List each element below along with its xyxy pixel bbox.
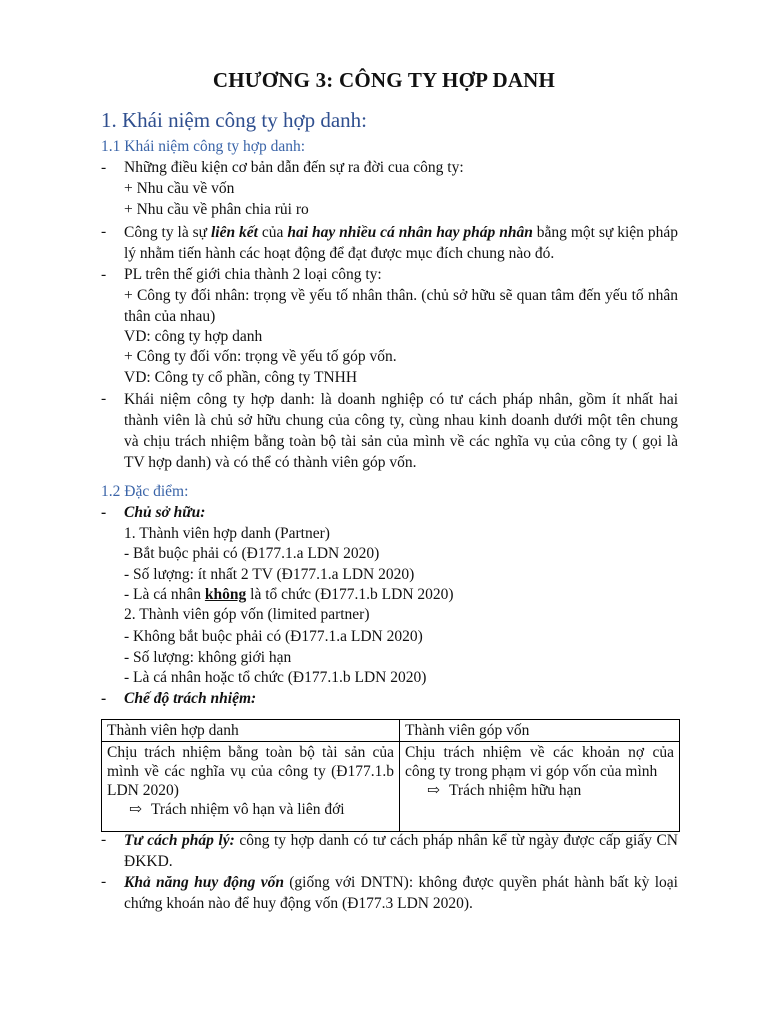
table-cell-limited: [400, 742, 680, 832]
bullet-dash: -: [101, 390, 107, 407]
owner-label: Chủ sở hữu:: [124, 504, 206, 521]
arrow-right-icon: ⇨: [427, 782, 440, 799]
text-run: là tổ chức (Đ177.1.b LDN 2020): [246, 586, 454, 603]
type-capital: + Công ty đối vốn: trọng về yếu tố góp vốn.: [124, 348, 397, 365]
responsibility-label: Chế độ trách nhiệm:: [124, 690, 257, 707]
text-run: Công ty là sự: [124, 224, 211, 241]
bullet-dash: -: [101, 223, 107, 240]
cell-text: Chịu trách nhiệm về các khoản nợ của công ty trong phạm vi góp vốn của mình: [405, 744, 674, 780]
limited-type: - Là cá nhân hoặc tổ chức (Đ177.1.b LDN 2020): [124, 669, 427, 686]
partner-required: - Bắt buộc phải có (Đ177.1.a LDN 2020): [124, 545, 380, 562]
condition-risk: + Nhu cầu về phân chia rủi ro: [124, 201, 309, 218]
legal-status-paragraph: [124, 830, 678, 872]
text-run: của: [257, 224, 288, 241]
bullet-dash: -: [101, 266, 107, 283]
condition-capital: + Nhu cầu về vốn: [124, 180, 235, 197]
owner-limited-partner: 2. Thành viên góp vốn (limited partner): [124, 606, 370, 623]
type-personal: + Công ty đối nhân: trọng về yếu tố nhân thân. (chủ sở hữu sẽ quan tâm đến yếu tố nhân thân của nhau): [124, 287, 678, 325]
conclusion-text: Trách nhiệm vô hạn và liên đới: [151, 801, 345, 818]
table-header-partner: Thành viên hợp danh: [102, 720, 400, 742]
text-run: bằng một sự kiện pháp lý nhằm tiến hành các hoạt động để đạt được mục đích chung nào đó.: [124, 224, 678, 262]
example-partnership: VD: công ty hợp danh: [124, 328, 263, 345]
bullet-dash: -: [101, 159, 107, 176]
capital-mobilization-paragraph: [124, 872, 678, 914]
legal-status-label: Tư cách pháp lý:: [124, 832, 235, 849]
table-row: [102, 742, 680, 832]
cell-text: Chịu trách nhiệm bằng toàn bộ tài sản của mình về các nghĩa vụ của công ty (Đ177.1.b LDN 2020): [107, 744, 394, 799]
cell-conclusion: [107, 800, 394, 819]
example-capital: VD: Công ty cổ phần, công ty TNHH: [124, 369, 358, 386]
text-run: công ty hợp danh có tư cách pháp nhân kể từ ngày được cấp giấy CN ĐKKD.: [124, 832, 678, 870]
bullet-dash: -: [101, 873, 107, 890]
conclusion-text: Trách nhiệm hữu hạn: [449, 782, 582, 799]
text-run: - Là cá nhân: [124, 586, 205, 603]
responsibility-table: [101, 719, 680, 832]
arrow-right-icon: ⇨: [129, 801, 142, 818]
partnership-definition-paragraph: Khái niệm công ty hợp danh: là doanh nghiệp có tư cách pháp nhân, gồm ít nhất hai thành viên là chủ sở hữu chung của công ty, cùng nhau kinh doanh dưới một tên chung và chịu trách nhiệm bằng toàn bộ tài sản của mình về các nghĩa vụ của công ty ( gọi là TV hợp danh) và có thể có thành viên góp vốn.: [124, 391, 678, 471]
partner-count: - Số lượng: ít nhất 2 TV (Đ177.1.a LDN 2020): [124, 566, 415, 583]
capital-label: Khả năng huy động vốn: [124, 874, 284, 891]
company-definition-paragraph: [124, 222, 678, 264]
emphasis-persons: hai hay nhiều cá nhân hay pháp nhân: [287, 224, 533, 241]
limited-required: - Không bắt buộc phải có (Đ177.1.a LDN 2020): [124, 628, 423, 645]
section-heading-1: 1. Khái niệm công ty hợp danh:: [101, 108, 367, 132]
bullet-company-types: PL trên thế giới chia thành 2 loại công ty:: [124, 266, 382, 283]
emphasis-link: liên kết: [211, 224, 258, 241]
subsection-heading-1-2: 1.2 Đặc điểm:: [101, 483, 189, 500]
table-cell-partner: [102, 742, 400, 832]
bullet-dash: -: [101, 690, 107, 707]
bullet-dash: -: [101, 504, 107, 521]
text-run: (giống với DNTN): không được quyền phát hành bất kỳ loại chứng khoán nào để huy động vốn (Đ177.3 LDN 2020).: [124, 874, 678, 912]
table-header-row: [102, 720, 680, 742]
partner-type: [124, 585, 454, 605]
chapter-title: CHƯƠNG 3: CÔNG TY HỢP DANH: [212, 68, 556, 92]
cell-conclusion: [405, 781, 674, 800]
limited-count: - Số lượng: không giới hạn: [124, 649, 292, 666]
owner-partner: 1. Thành viên hợp danh (Partner): [124, 525, 330, 542]
bullet-dash: -: [101, 831, 107, 848]
bullet-conditions: Những điều kiện cơ bản dẫn đến sự ra đời cua công ty:: [124, 159, 464, 176]
emphasis-not: không: [204, 586, 247, 603]
subsection-heading-1-1: 1.1 Khái niệm công ty hợp danh:: [101, 138, 306, 155]
table-header-limited: Thành viên góp vốn: [400, 720, 680, 742]
